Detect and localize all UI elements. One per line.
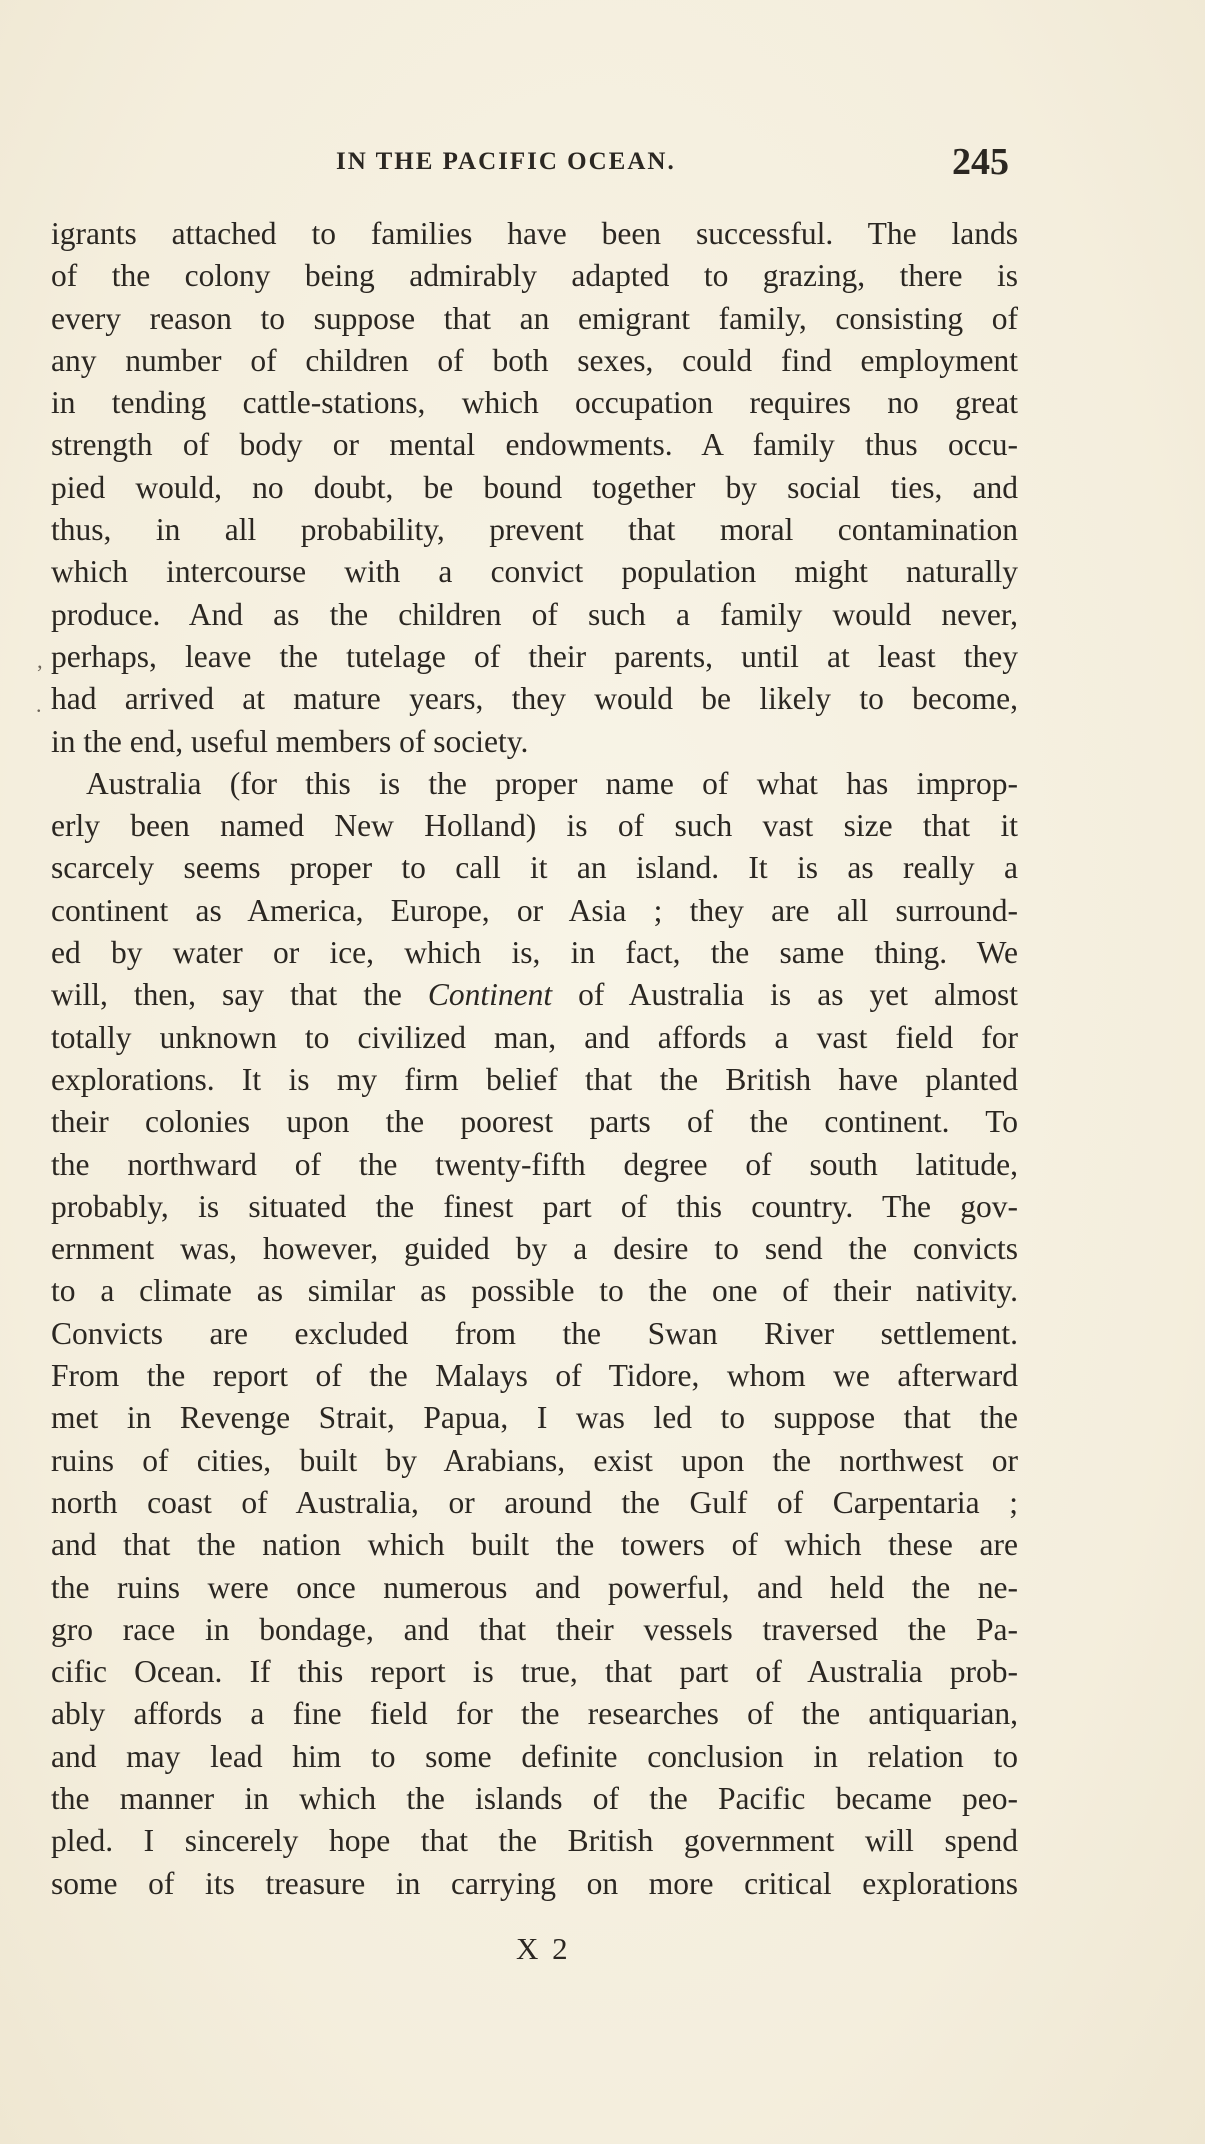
signature-mark: X 2 xyxy=(516,1931,571,1966)
text-line: ruins of cities, built by Arabians, exist upon the northwest or xyxy=(51,1442,1018,1478)
text-line: in the end, useful members of society. xyxy=(51,723,529,759)
text-line: met in Revenge Strait, Papua, I was led to suppose that the xyxy=(51,1400,1018,1436)
text-line: thus, in all probability, prevent that moral contamination xyxy=(51,512,1018,548)
text-line: continent as America, Europe, or Asia ; they are all surround- xyxy=(51,892,1018,928)
text-line: and that the nation which built the towers of which these are xyxy=(51,1527,1018,1563)
text-line: erly been named New Holland) is of such vast size that it xyxy=(51,808,1018,844)
text-line: to a climate as similar as possible to the one of their nativity. xyxy=(51,1273,1018,1309)
text-line: Australia (for this is the proper name of what has improp- xyxy=(86,765,1018,801)
margin-dot-mark: . xyxy=(36,692,42,717)
text-line: ernment was, however, guided by a desire to send the convicts xyxy=(51,1231,1018,1267)
margin-tick-mark: ‚ xyxy=(36,648,44,673)
page-number: 245 xyxy=(952,141,1009,183)
text-line: strength of body or mental endowments. A family thus occu- xyxy=(51,427,1018,463)
italic-word: Continent xyxy=(427,977,553,1013)
text-line: Convicts are excluded from the Swan River settlement. xyxy=(51,1315,1018,1351)
text-line: cific Ocean. If this report is true, that part of Australia prob- xyxy=(51,1654,1018,1690)
text-line: From the report of the Malays of Tidore, whom we afterward xyxy=(51,1358,1018,1394)
text-segment: of Australia is as yet almost xyxy=(578,977,1018,1013)
text-line: some of its treasure in carrying on more critical explorations xyxy=(51,1865,1018,1901)
text-line: probably, is situated the finest part of this country. The gov- xyxy=(51,1188,1018,1224)
text-line: every reason to suppose that an emigrant family, consisting of xyxy=(51,300,1018,336)
text-line: produce. And as the children of such a family would never, xyxy=(51,596,1018,632)
text-line: in tending cattle-stations, which occupation requires no great xyxy=(51,385,1018,421)
text-line: the ruins were once numerous and powerful, and held the ne- xyxy=(51,1569,1018,1605)
text-line: which intercourse with a convict population might naturally xyxy=(51,554,1018,590)
text-line: any number of children of both sexes, could find employment xyxy=(51,342,1018,378)
text-line-with-italic xyxy=(51,974,1018,1016)
text-line: of the colony being admirably adapted to grazing, there is xyxy=(51,258,1018,294)
text-line: scarcely seems proper to call it an island. It is as really a xyxy=(51,850,1018,886)
text-segment: will, then, say that the xyxy=(51,977,402,1013)
text-line: the manner in which the islands of the Pacific became peo- xyxy=(51,1780,1018,1816)
text-line: ed by water or ice, which is, in fact, the same thing. We xyxy=(51,935,1018,971)
text-line: pied would, no doubt, be bound together by social ties, and xyxy=(51,469,1018,505)
running-head: IN THE PACIFIC OCEAN. xyxy=(336,148,676,175)
text-line: north coast of Australia, or around the Gulf of Carpentaria ; xyxy=(51,1484,1018,1520)
text-line: igrants attached to families have been successful. The lands xyxy=(51,216,1018,251)
text-line: the northward of the twenty-fifth degree of south latitude, xyxy=(51,1146,1018,1182)
text-line: explorations. It is my firm belief that the British have planted xyxy=(51,1061,1018,1097)
text-line: had arrived at mature years, they would be likely to become, xyxy=(51,681,1018,717)
text-line: their colonies upon the poorest parts of the continent. To xyxy=(51,1104,1018,1140)
text-line: perhaps, leave the tutelage of their parents, until at least they xyxy=(51,638,1018,674)
text-line: gro race in bondage, and that their vessels traversed the Pa- xyxy=(51,1611,1018,1647)
text-line: totally unknown to civilized man, and affords a vast field for xyxy=(51,1019,1018,1055)
text-line: ably affords a fine field for the researches of the antiquarian, xyxy=(51,1696,1018,1732)
text-line: and may lead him to some definite conclusion in relation to xyxy=(51,1738,1018,1774)
body-text xyxy=(51,213,1018,1905)
text-line: pled. I sincerely hope that the British government will spend xyxy=(51,1823,1018,1859)
